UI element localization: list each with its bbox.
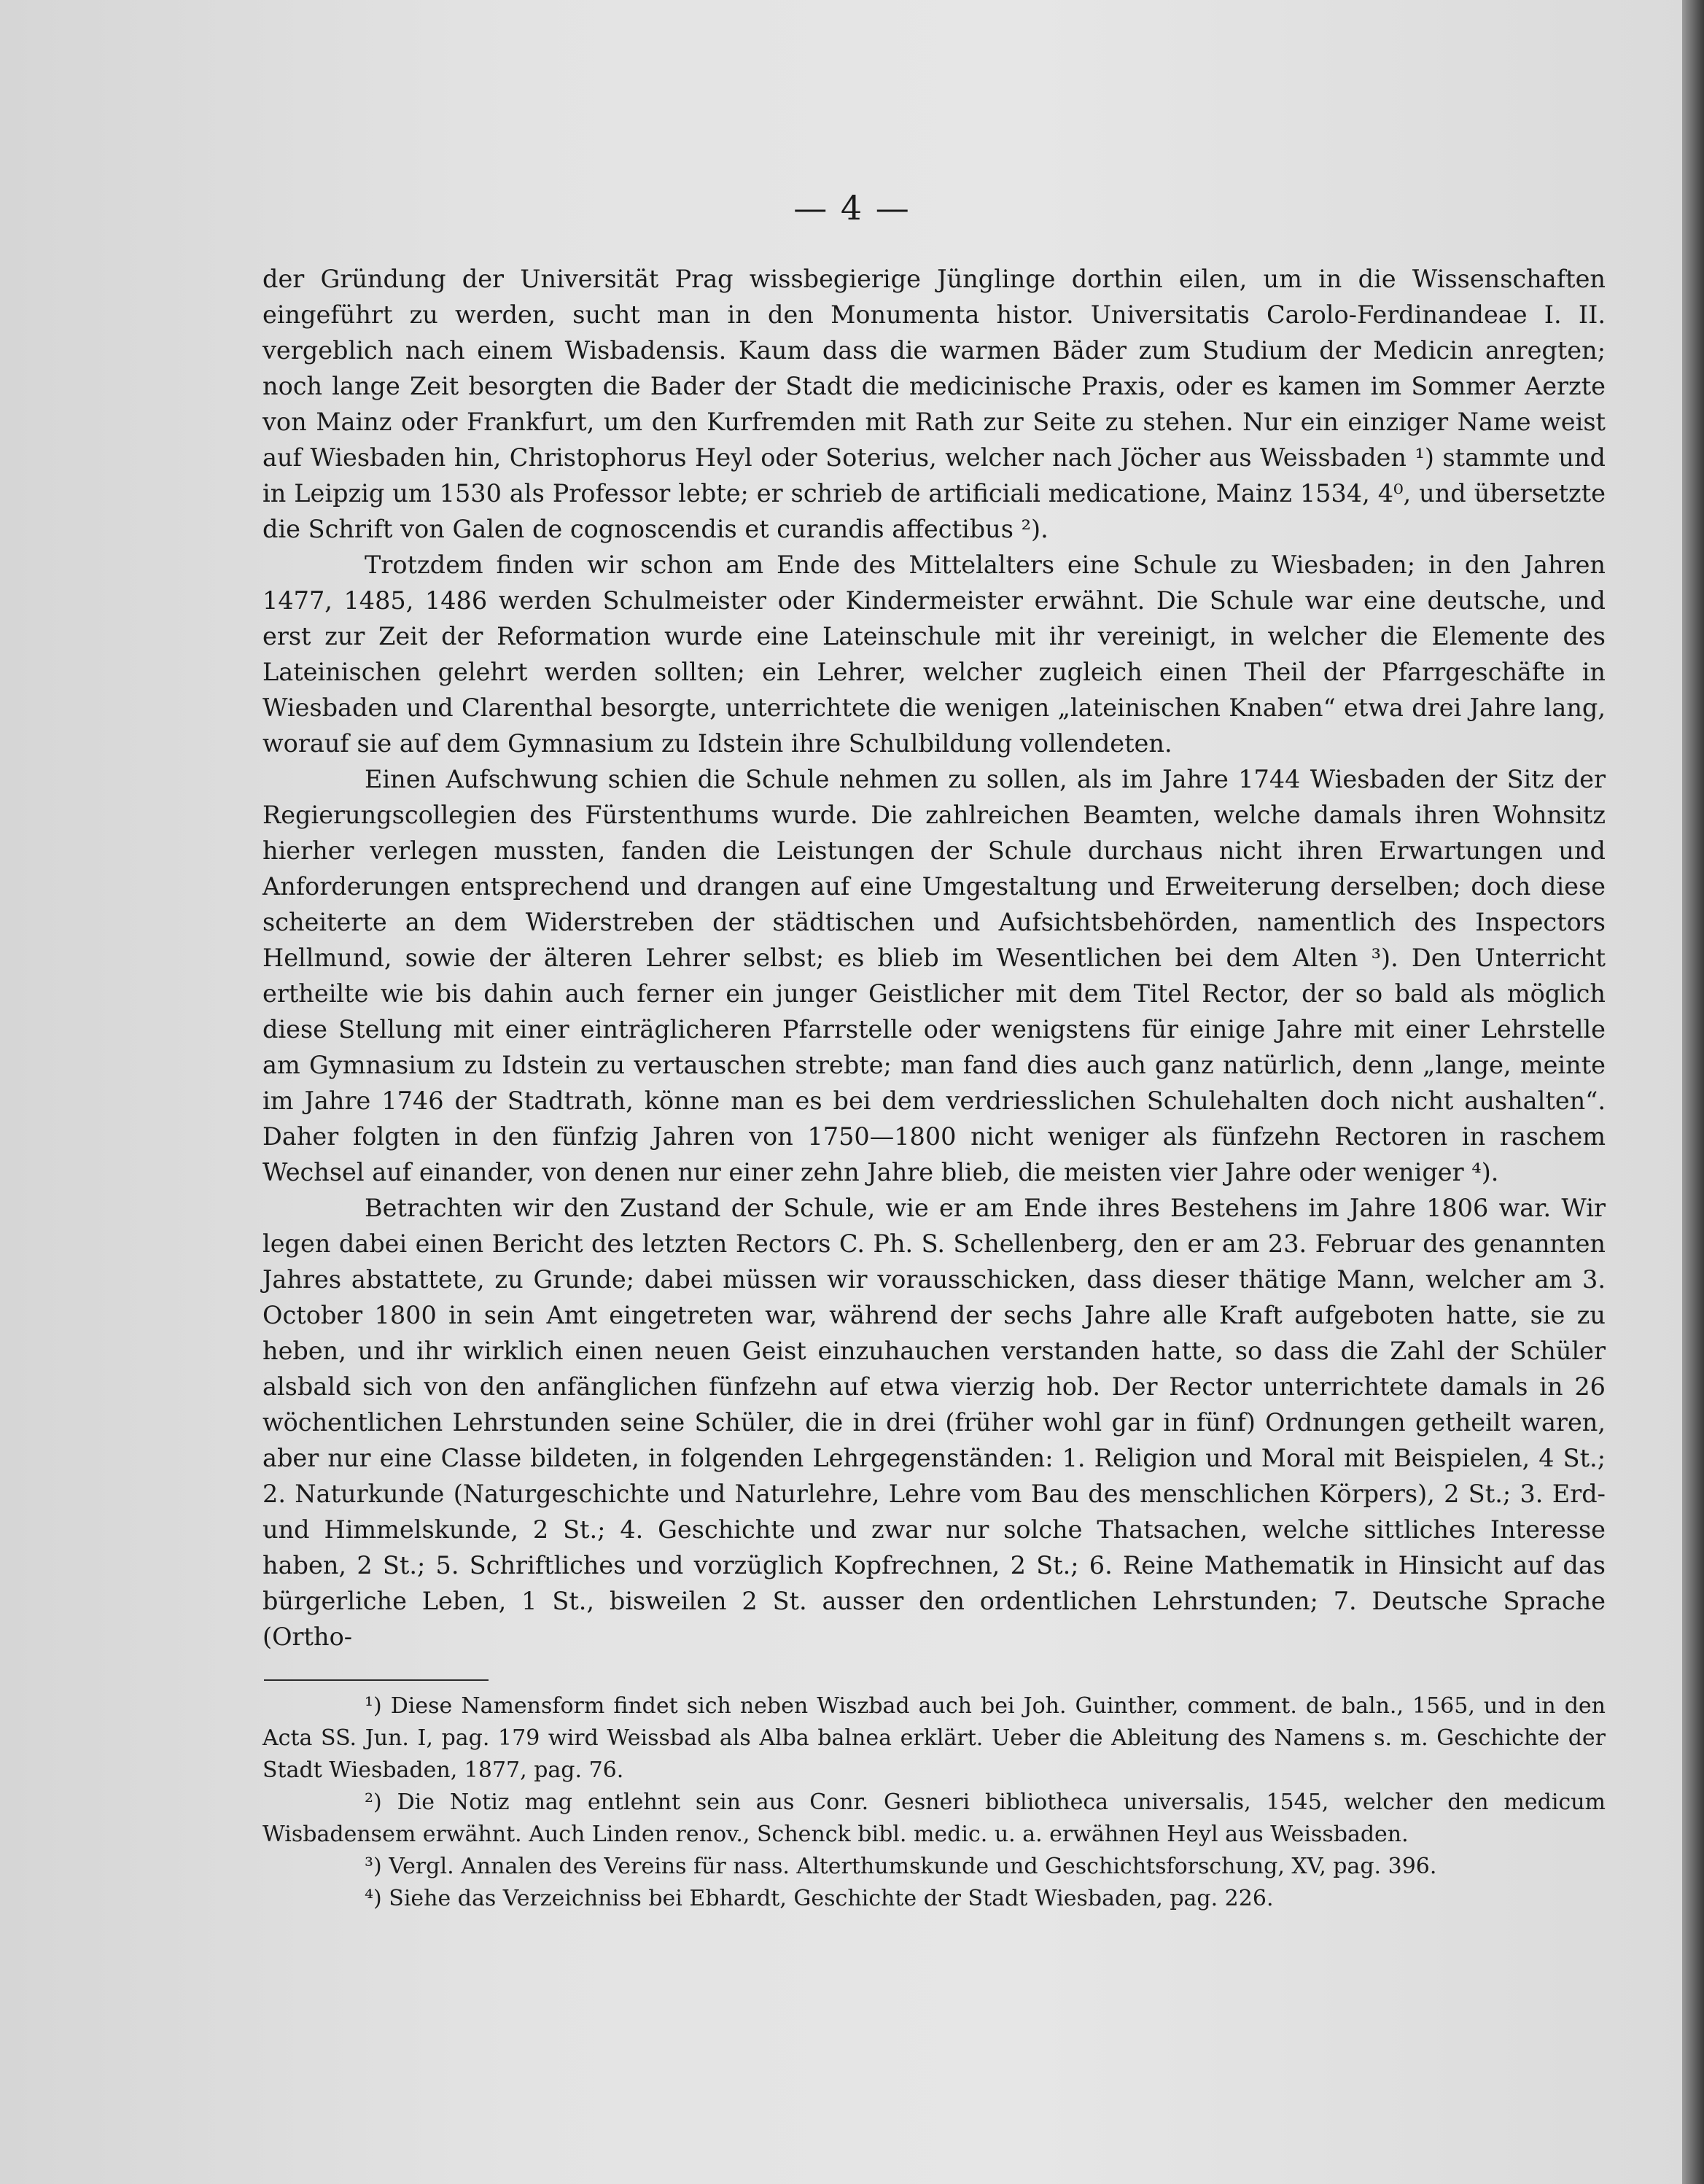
footnote-3: ³) Vergl. Annalen des Vereins für nass. Alterthumskunde und Geschichtsforschung, XV, pag. 396. bbox=[365, 1854, 1437, 1879]
page-number: — 4 — bbox=[793, 188, 911, 228]
paragraph-2: Trotzdem finden wir schon am Ende des Mittelalters eine Schule zu Wiesbaden; in den Jahren 1477, 1485, 1486 werden Schulmeister oder Kindermeister erwähnt. Die Schule war eine deutsche, und erst zur Zeit der Reformation wurde eine Lateinschule mit ihr vereinigt, in welcher die Elemente des Lateinischen gelehrt werden sollten; ein Lehrer, welcher zugleich einen Theil der Pfarrgeschäfte in Wiesbaden und Clarenthal besorgte, unterrichtete die wenigen „lateinischen Knaben“ etwa drei Jahre lang, worauf sie auf dem Gymnasium zu Idstein ihre Schulbildung vollendeten. bbox=[262, 551, 1606, 758]
footnote-1: ¹) Diese Namensform findet sich neben Wiszbad auch bei Joh. Guinther, comment. de baln., 1565, und in den Acta SS. Jun. I, pag. 179 wird Weissbad als Alba balnea erklärt. Ueber die Ableitung des Namens s. m. Geschichte der Stadt Wiesbaden, 1877, pag. 76. bbox=[262, 1693, 1606, 1783]
footnote-2: ²) Die Notiz mag entlehnt sein aus Conr. Gesneri bibliotheca universalis, 1545, welcher den medicum Wisbadensem erwähnt. Auch Linden renov., Schenck bibl. medic. u. a. erwähnen Heyl aus Weissbaden. bbox=[262, 1789, 1606, 1847]
paragraph-1: der Gründung der Universität Prag wissbegierige Jünglinge dorthin eilen, um in die Wissenschaften eingeführt zu werden, sucht man in den Monumenta histor. Universitatis Carolo-Ferdinandeae I. II. vergeblich nach einem Wisbadensis. Kaum dass die warmen Bäder zum Studium der Medicin anregten; noch lange Zeit besorgten die Bader der Stadt die medicinische Praxis, oder es kamen im Sommer Aerzte von Mainz oder Frankfurt, um den Kurfremden mit Rath zur Seite zu stehen. Nur ein einziger Name weist auf Wiesbaden hin, Christophorus Heyl oder Soterius, welcher nach Jöcher aus Weissbaden ¹) stammte und in Leipzig um 1530 als Professor lebte; er schrieb de artificiali medicatione, Mainz 1534, 4⁰, und übersetzte die Schrift von Galen de cognoscendis et curandis affectibus ²). bbox=[262, 265, 1606, 543]
footnote-4: ⁴) Siehe das Verzeichniss bei Ebhardt, Geschichte der Stadt Wiesbaden, pag. 226. bbox=[365, 1886, 1274, 1911]
paragraph-4: Betrachten wir den Zustand der Schule, wie er am Ende ihres Bestehens im Jahre 1806 war. Wir legen dabei einen Bericht des letzten Rectors C. Ph. S. Schellenberg, den er am 23. Februar des genannten Jahres abstattete, zu Grunde; dabei müssen wir vorausschicken, dass dieser thätige Mann, welcher am 3. October 1800 in sein Amt eingetreten war, während der sechs Jahre alle Kraft aufgeboten hatte, sie zu heben, und ihr wirklich einen neuen Geist einzuhauchen verstanden hatte, so dass die Zahl der Schüler alsbald sich von den anfänglichen fünfzehn auf etwa vierzig hob. Der Rector unterrichtete damals in 26 wöchentlichen Lehrstunden seine Schüler, die in drei (früher wohl gar in fünf) Ordnungen getheilt waren, aber nur eine Classe bildeten, in folgenden Lehrgegenständen: 1. Religion und Moral mit Beispielen, 4 St.; 2. Naturkunde (Naturgeschichte und Naturlehre, Lehre vom Bau des menschlichen Körpers), 2 St.; 3. Erd- und Himmelskunde, 2 St.; 4. Geschichte und zwar nur solche Thatsachen, welche sittliches Interesse haben, 2 St.; 5. Schriftliches und vorzüglich Kopfrechnen, 2 St.; 6. Reine Mathematik in Hinsicht auf das bürgerliche Leben, 1 St., bisweilen 2 St. ausser den ordentlichen Lehrstunden; 7. Deutsche Sprache (Ortho- bbox=[262, 1194, 1606, 1651]
paragraph-3: Einen Aufschwung schien die Schule nehmen zu sollen, als im Jahre 1744 Wiesbaden der Sitz der Regierungscollegien des Fürstenthums wurde. Die zahlreichen Beamten, welche damals ihren Wohnsitz hierher verlegen mussten, fanden die Leistungen der Schule durchaus nicht ihren Erwartungen und Anforderungen entsprechend und drangen auf eine Umgestaltung und Erweiterung derselben; doch diese scheiterte an dem Widerstreben der städtischen und Aufsichtsbehörden, namentlich des Inspectors Hellmund, sowie der älteren Lehrer selbst; es blieb im Wesentlichen bei dem Alten ³). Den Unterricht ertheilte wie bis dahin auch ferner ein junger Geistlicher mit dem Titel Rector, der so bald als möglich diese Stellung mit einer einträglicheren Pfarrstelle oder wenigstens für einige Jahre mit einer Lehrstelle am Gymnasium zu Idstein zu vertauschen strebte; man fand dies auch ganz natürlich, denn „lange, meinte im Jahre 1746 der Stadtrath, könne man es bei dem verdriesslichen Schulehalten doch nicht aushalten“. Daher folgten in den fünfzig Jahren von 1750—1800 nicht weniger als fünfzehn Rectoren in raschem Wechsel auf einander, von denen nur einer zehn Jahre blieb, die meisten vier Jahre oder weniger ⁴). bbox=[262, 765, 1606, 1186]
footnotes bbox=[262, 1690, 1606, 1915]
footnote-separator bbox=[264, 1679, 489, 1681]
page-edge-shadow bbox=[1682, 0, 1704, 2184]
body-text bbox=[262, 261, 1606, 1655]
